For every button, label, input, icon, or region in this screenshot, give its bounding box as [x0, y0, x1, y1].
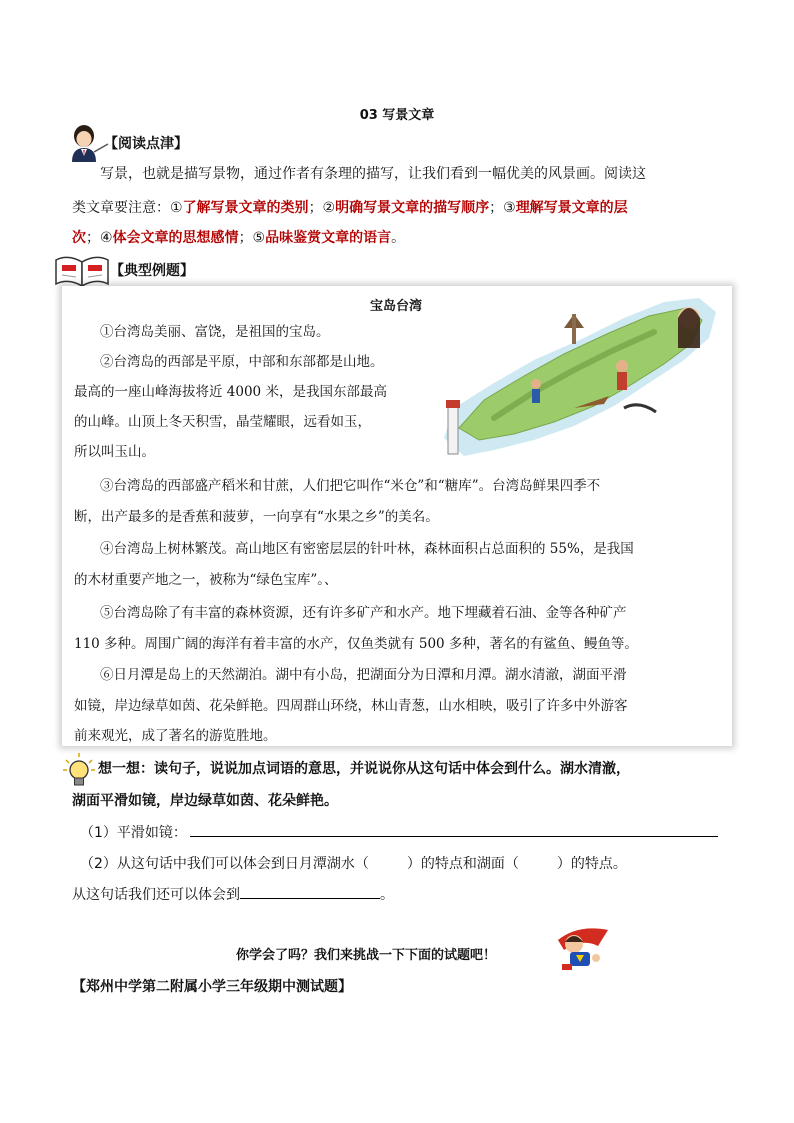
examples-header: 【典型例题】: [110, 263, 194, 279]
page-title: 03 写景文章: [359, 108, 435, 123]
think-question-line-2: 湖面平滑如镜，岸边绿草如茵、花朵鲜艳。: [72, 793, 338, 809]
book-icon: [52, 252, 112, 288]
lightbulb-icon: [62, 752, 96, 788]
answer-label-1: （1）平滑如镜：: [80, 825, 187, 841]
answer-blank-3[interactable]: [240, 884, 380, 899]
passage-line-13: 如镜，岸边绿草如茵、花朵鲜艳。四周群山环绕，林山青葱，山水相映，吸引了许多中外游客: [74, 698, 628, 714]
passage-line-14: 前来观光，成了著名的游览胜地。: [74, 728, 277, 744]
reading-guide-line-2: 类文章要注意：①了解写景文章的类别；②明确写景文章的描写顺序；③理解写景文章的层: [72, 200, 628, 216]
answer-blank-1[interactable]: [190, 836, 718, 837]
passage-line-6: ③台湾岛的西部盛产稻米和甘蔗，人们把它叫作“米仓”和“糖库”。台湾岛鲜果四季不: [100, 478, 601, 494]
answer-row-1: [80, 822, 187, 842]
taiwan-map-illustration: [424, 288, 730, 468]
think-question-line-1: 想一想：读句子，说说加点词语的意思，并说说你从这句话中体会到什么。湖水清澈，: [98, 761, 630, 777]
source-header: 【郑州中学第二附属小学三年级期中测试题】: [72, 979, 352, 995]
answer-text-2b: ）的特点和湖面（: [406, 856, 519, 872]
passage-title: 宝岛台湾: [370, 299, 423, 314]
reading-guide-header: 【阅读点津】: [104, 136, 188, 152]
superhero-icon: [548, 922, 620, 972]
passage-line-12: ⑥日月潭是岛上的天然湖泊。湖中有小岛，把湖面分为日潭和月潭。湖水清澈，湖面平滑: [100, 667, 627, 683]
answer-text-2c: ）的特点。: [556, 856, 627, 872]
passage-line-11: 110 多种。周围广阔的海洋有着丰富的水产，仅鱼类就有 500 多种，著名的有鲨鱼、鳗鱼等。: [74, 636, 638, 652]
reading-guide-line-1: 写景，也就是描写景物，通过作者有条理的描写，让我们看到一幅优美的风景画。阅读这: [100, 166, 646, 182]
challenge-prompt: 你学会了吗？我们来挑战一下下面的试题吧！: [236, 948, 497, 963]
reading-guide-line-3: 次；④体会文章的思想感情；⑤品味鉴赏文章的语言。: [72, 230, 406, 246]
passage-line-7: 断，出产最多的是香蕉和菠萝，一向享有“水果之乡”的美名。: [74, 509, 439, 525]
passage-line-5: 所以叫玉山。: [74, 444, 155, 460]
answer-text-3-end: 。: [380, 887, 394, 903]
passage-line-4: 的山峰。山顶上冬天积雪，晶莹耀眼，远看如玉，: [74, 414, 371, 430]
passage-line-8: ④台湾岛上树林繁茂。高山地区有密密层层的针叶林，森林面积占总面积的 55%，是我国: [100, 541, 634, 557]
passage-line-9: 的木材重要产地之一，被称为“绿色宝库”。、: [74, 572, 338, 588]
passage-line-3: 最高的一座山峰海拔将近 4000 米，是我国东部最高: [74, 384, 387, 400]
answer-row-3: [72, 884, 394, 904]
answer-text-3: 从这句话我们还可以体会到: [72, 887, 240, 903]
passage-line-2: ②台湾岛的西部是平原，中部和东部都是山地。: [100, 354, 384, 370]
answer-text-2a: （2）从这句话中我们可以体会到日月潭湖水（: [80, 856, 369, 872]
passage-line-1: ①台湾岛美丽、富饶，是祖国的宝岛。: [100, 324, 330, 340]
answer-row-2: [80, 853, 627, 873]
passage-line-10: ⑤台湾岛除了有丰富的森林资源，还有许多矿产和水产。地下埋藏着石油、金等各种矿产: [100, 605, 627, 621]
